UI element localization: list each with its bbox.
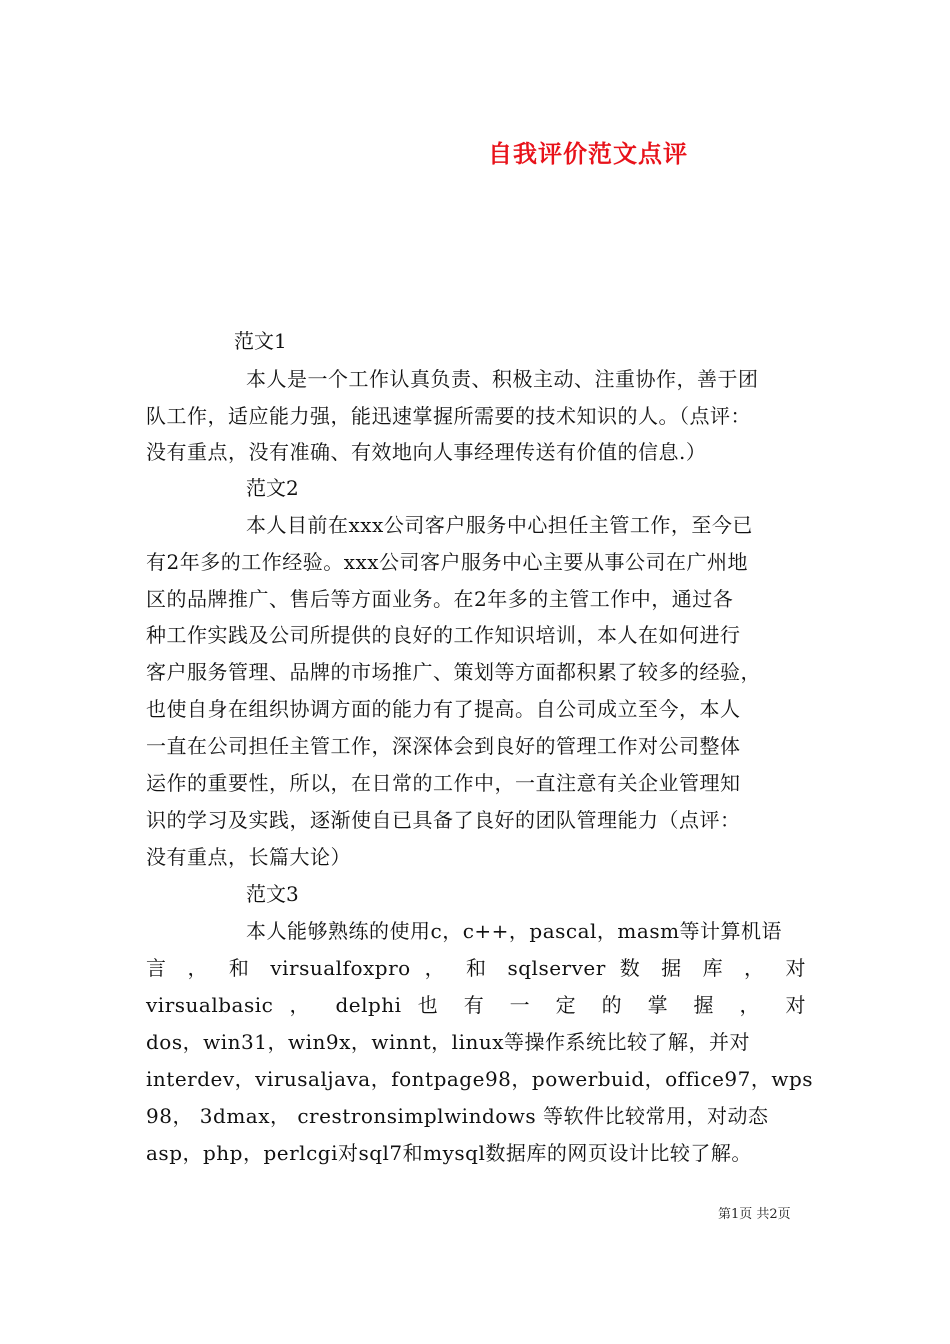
page-number-footer: 第1页 共2页 bbox=[718, 1207, 791, 1222]
paragraph-line: 本人目前在xxx公司客户服务中心担任主管工作，至今已 bbox=[246, 513, 753, 537]
document-title: 自我评价范文点评 bbox=[488, 139, 688, 168]
paragraph-line: 没有重点，没有准确、有效地向人事经理传送有价值的信息.） bbox=[146, 440, 707, 464]
paragraph-line: virsualbasic ， delphi 也 有 一 定 的 掌 握 ， 对 bbox=[146, 993, 806, 1017]
paragraph-line: dos，win31，win9x，winnt，linux等操作系统比较了解，并对 bbox=[146, 1030, 751, 1054]
paragraph-line: 区的品牌推广、售后等方面业务。在2年多的主管工作中，通过各 bbox=[146, 587, 734, 611]
section-heading-3: 范文3 bbox=[246, 882, 299, 906]
paragraph-line: interdev，virusaljava，fontpage98，powerbuid，office97，wps bbox=[146, 1067, 814, 1091]
section-heading-1: 范文1 bbox=[234, 329, 287, 353]
paragraph-line: 种工作实践及公司所提供的良好的工作知识培训，本人在如何进行 bbox=[146, 623, 741, 647]
paragraph-line: 没有重点，长篇大论） bbox=[146, 845, 351, 869]
paragraph-line: 一直在公司担任主管工作，深深体会到良好的管理工作对公司整体 bbox=[146, 734, 741, 758]
paragraph-line: 也使自身在组织协调方面的能力有了提高。自公司成立至今，本人 bbox=[146, 697, 741, 721]
section-heading-2: 范文2 bbox=[246, 476, 299, 500]
paragraph-line: 言 ， 和 virsualfoxpro ， 和 sqlserver 数 据 库 ， 对 bbox=[146, 956, 806, 980]
paragraph-line: 98， 3dmax， crestronsimplwindows 等软件比较常用，对动态 bbox=[146, 1104, 769, 1128]
paragraph-line: asp，php，perlcgi对sql7和mysql数据库的网页设计比较了解。 bbox=[146, 1141, 752, 1165]
paragraph-line: 客户服务管理、品牌的市场推广、策划等方面都积累了较多的经验， bbox=[146, 660, 761, 684]
paragraph-line: 有2年多的工作经验。xxx公司客户服务中心主要从事公司在广州地 bbox=[146, 550, 749, 574]
paragraph-line: 识的学习及实践，逐渐使自已具备了良好的团队管理能力（点评： bbox=[146, 808, 741, 832]
paragraph-line: 队工作，适应能力强，能迅速掌握所需要的技术知识的人。（点评： bbox=[146, 404, 751, 428]
paragraph-line: 本人是一个工作认真负责、积极主动、注重协作，善于团 bbox=[246, 367, 759, 391]
paragraph-line: 本人能够熟练的使用c，c++，pascal，masm等计算机语 bbox=[246, 919, 783, 943]
paragraph-line: 运作的重要性，所以，在日常的工作中，一直注意有关企业管理知 bbox=[146, 771, 741, 795]
